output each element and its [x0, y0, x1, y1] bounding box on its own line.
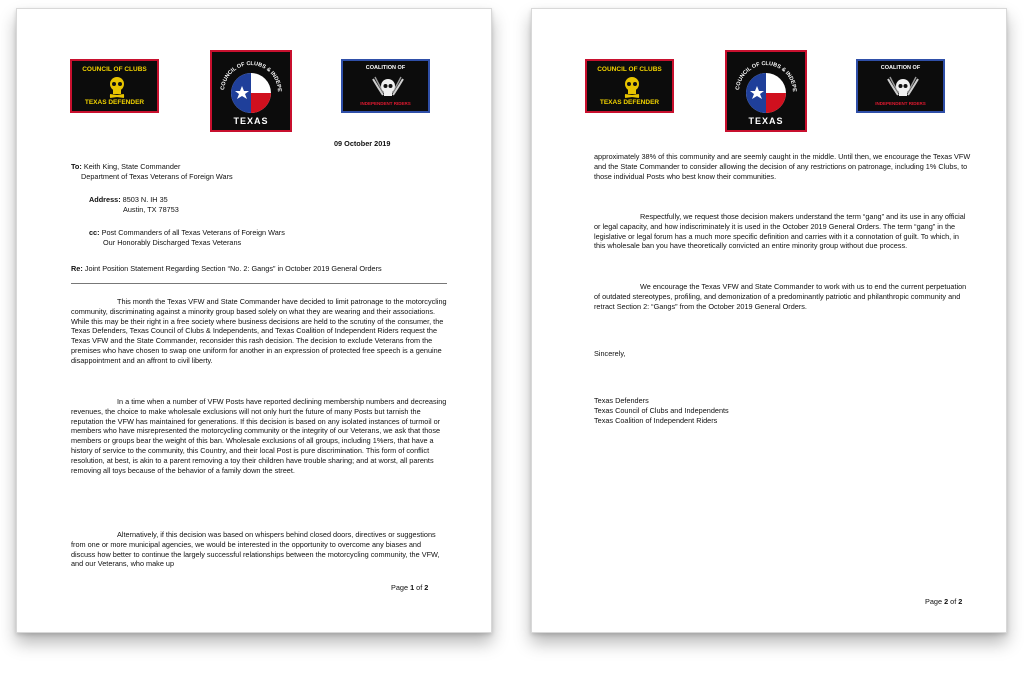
address-line-2: Austin, TX 78753: [123, 204, 179, 214]
body-paragraph: We encourage the Texas VFW and State Commander to work with us to end the current perpetuation of outdated stereotypes, profiling, and demonization of a predominantly patriotic and philanthropic community and retract Section 2: “Gangs” from the October 2019 General Orders.: [594, 282, 967, 311]
signatory: Texas Council of Clubs and Independents: [594, 405, 729, 415]
recipient-block: [71, 162, 461, 182]
coalition-logo: [856, 59, 945, 113]
signatory: Texas Coalition of Independent Riders: [594, 415, 718, 425]
page-word: Page: [391, 583, 409, 592]
council-logo-subtitle: TEXAS DEFENDER: [599, 99, 660, 106]
cci-logo-arc-text: COUNCIL OF CLUBS & INDEPE: [735, 60, 798, 93]
signature-block: [594, 396, 894, 425]
closing: Sincerely,: [594, 349, 626, 358]
signatory: Texas Defenders: [594, 396, 649, 405]
page-total: 2: [958, 597, 963, 606]
winged-skull-icon: [886, 73, 920, 103]
page-of: of: [950, 597, 957, 606]
skull-icon: [108, 76, 126, 98]
address-line-1: 8503 N. IH 35: [122, 195, 168, 204]
body-paragraph: In a time when a number of VFW Posts have reported declining membership numbers and decreasing revenues, the choice to make wholesale exclusions will not only hurt the future of many Posts but tarnish the reputation the VFW has maintained for generations. If this decision is based on any isolated instances of turmoil or members who have misrepresented the motorcycling community or the integrity of our Veterans, we ask that those members or groups bear the weight of this ban. Wholesale exclusions of all groups, including 1%ers, that have a history of service to the community, this Country, and their local Post is pure discrimination. This form of conflict resolution, at best, is akin to a parent removing a toy their children have trouble sharing; and at worst, all parents removing all toys because of the behavior of a family down the street.: [71, 397, 447, 475]
cci-logo-arc-text: COUNCIL OF CLUBS & INDEPE: [220, 60, 283, 93]
council-logo-title: COUNCIL OF CLUBS: [597, 66, 662, 73]
subject-line: [71, 264, 461, 274]
skull-icon: [623, 76, 641, 98]
cc-block: [89, 228, 449, 248]
letter-date: 09 October 2019: [334, 139, 391, 148]
council-of-clubs-logo: [585, 59, 674, 113]
cc-line-2: Our Honorably Discharged Texas Veterans: [103, 237, 242, 247]
council-logo-title: COUNCIL OF CLUBS: [82, 66, 147, 73]
texas-cci-logo: [725, 50, 807, 132]
recipient-name: Keith King, State Commander: [83, 162, 181, 171]
re-label: Re:: [71, 264, 83, 273]
cci-logo-state: TEXAS: [748, 116, 784, 126]
page-current: 1: [410, 583, 415, 592]
letter-page-1: [16, 8, 492, 633]
cc-label: cc:: [89, 228, 100, 237]
address-block: [89, 195, 449, 215]
coalition-logo: [341, 59, 430, 113]
body-paragraph: Alternatively, if this decision was based on whispers behind closed doors, directives or suggestions from one or more municipal agencies, we would be interested in the opportunity to overcome any biases and discuss how better to continue the largely successful relationships between the motorcycling community, the VFW, and our Veterans, who make up: [71, 530, 440, 569]
page-number: [925, 597, 962, 606]
coalition-logo-subtitle: INDEPENDENT RIDERS: [875, 101, 926, 106]
recipient-org: Department of Texas Veterans of Foreign Wars: [81, 171, 233, 181]
page-of: of: [416, 583, 423, 592]
logo-row: [532, 49, 1006, 139]
coalition-logo-title: COALITION OF: [880, 65, 921, 71]
coalition-logo-title: COALITION OF: [365, 65, 406, 71]
page-word: Page: [925, 597, 943, 606]
cci-logo-state: TEXAS: [233, 116, 269, 126]
body-paragraph: Respectfully, we request those decision makers understand the term “gang” and its use in any official or legal capacity, and how indiscriminately it is used in the October 2019 General Orders. The term “gang” in the legislative or legal forum has a much more specific definition and carries with it a connotation of guilt. To which, in this wholesale ban you have theoretically convicted an entire minority group without due process.: [594, 212, 966, 251]
divider: [71, 283, 447, 284]
continuation-paragraph: approximately 38% of this community and are seemly caught in the middle. Until then, we encourage the Texas VFW and the State Commander to consider allowing the decision of any restrictions on patronage, including 1% Clubs, to those individual Posts who best know their communities.: [594, 152, 971, 181]
page-current: 2: [944, 597, 949, 606]
address-label: Address:: [89, 195, 121, 204]
page-total: 2: [424, 583, 429, 592]
texas-cci-logo: [210, 50, 292, 132]
letter-page-2: [531, 8, 1007, 633]
council-logo-subtitle: TEXAS DEFENDER: [84, 99, 145, 106]
cc-line-1: Post Commanders of all Texas Veterans of Foreign Wars: [101, 228, 285, 237]
page-number: [391, 583, 428, 592]
coalition-logo-subtitle: INDEPENDENT RIDERS: [360, 101, 411, 106]
logo-row: [17, 49, 491, 139]
to-label: To:: [71, 162, 82, 171]
winged-skull-icon: [371, 73, 405, 103]
council-of-clubs-logo: [70, 59, 159, 113]
subject-text: Joint Position Statement Regarding Section “No. 2: Gangs” in October 2019 General Orders: [84, 264, 382, 273]
body-paragraph: This month the Texas VFW and State Commander have decided to limit patronage to the motorcycling community, discriminating against a minority group based solely on what they are wearing and their associations. While this may be their right in a free society where business decisions are held to the scrutiny of the consumer, the Texas Defenders, Texas Council of Clubs & Independents, and Texas Coalition of Independent Riders request the Texas VFW and the State Commander, reconsider this rash decision. The decision to exclude Veterans from the premises who have chosen to swap one uniform for another in an expression of protected free speech is a genuine disappointment and an affront to civil liberty.: [71, 297, 447, 365]
